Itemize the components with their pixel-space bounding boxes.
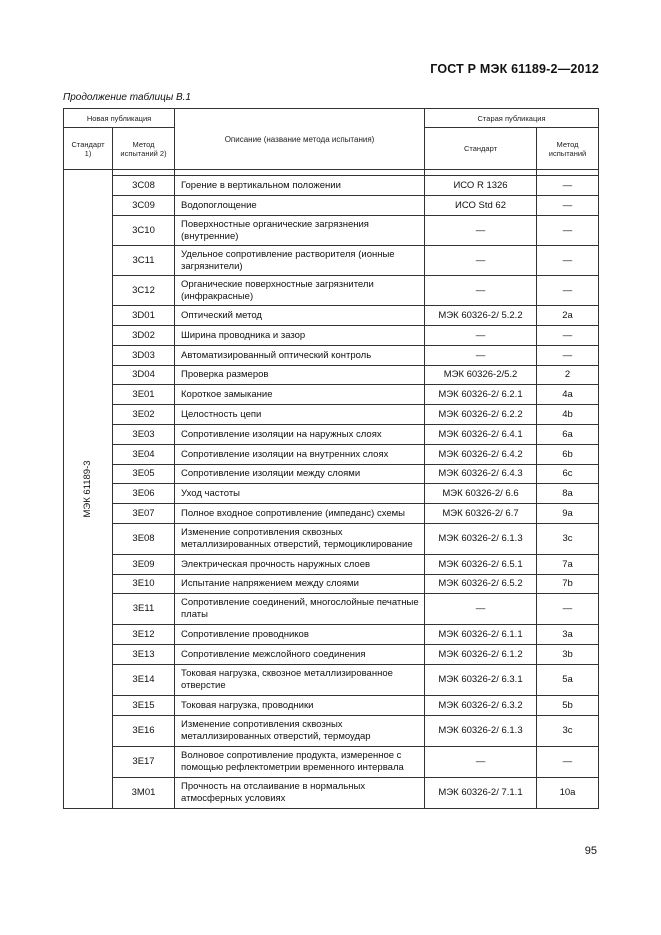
old-method-cell: 3b <box>537 645 599 665</box>
description-cell: Прочность на отслаивание в нормальных атмосферных условиях <box>175 778 425 809</box>
description-cell: Испытание напряжением между слоями <box>175 575 425 594</box>
description-cell: Волновое сопротивление продукта, измеренное с помощью рефлектометрии временного интервала <box>175 747 425 778</box>
table-row <box>64 425 599 445</box>
method-code-cell: 3Е01 <box>113 385 175 405</box>
table-row <box>64 665 599 696</box>
old-standard-cell: МЭК 60326-2/ 7.1.1 <box>425 778 537 809</box>
old-standard-cell: МЭК 60326-2/ 6.1.1 <box>425 625 537 645</box>
description-cell: Автоматизированный оптический контроль <box>175 346 425 366</box>
old-method-cell: 4а <box>537 385 599 405</box>
table-row <box>64 716 599 747</box>
method-code-cell: 3С09 <box>113 196 175 216</box>
old-standard-cell: МЭК 60326-2/ 6.4.3 <box>425 465 537 484</box>
header-old-method: Метод испытаний <box>537 128 599 170</box>
old-method-cell: 9а <box>537 504 599 524</box>
old-standard-cell: — <box>425 594 537 625</box>
table-row <box>64 747 599 778</box>
method-code-cell: 3Е09 <box>113 555 175 575</box>
old-standard-cell: МЭК 60326-2/ 6.1.2 <box>425 645 537 665</box>
table-row <box>64 246 599 276</box>
old-standard-cell: МЭК 60326-2/ 5.2.2 <box>425 306 537 326</box>
method-code-cell: 3Е15 <box>113 696 175 716</box>
old-method-cell: 4b <box>537 405 599 425</box>
description-cell: Сопротивление изоляции на наружных слоях <box>175 425 425 445</box>
description-cell: Электрическая прочность наружных слоев <box>175 555 425 575</box>
header-new-publication: Новая публикация <box>64 109 175 128</box>
old-standard-cell: МЭК 60326-2/ 6.7 <box>425 504 537 524</box>
method-code-cell: 3Е07 <box>113 504 175 524</box>
old-method-cell: — <box>537 747 599 778</box>
old-method-cell: — <box>537 196 599 216</box>
old-method-cell: — <box>537 326 599 346</box>
description-cell: Целостность цепи <box>175 405 425 425</box>
old-method-cell: 6а <box>537 425 599 445</box>
description-cell: Уход частоты <box>175 484 425 504</box>
old-standard-cell: МЭК 60326-2/ 6.1.3 <box>425 524 537 555</box>
old-standard-cell: — <box>425 747 537 778</box>
method-code-cell: 3Е14 <box>113 665 175 696</box>
old-standard-cell: ИСО R 1326 <box>425 176 537 196</box>
method-code-cell: 3Е12 <box>113 625 175 645</box>
table-row <box>64 504 599 524</box>
old-standard-cell: МЭК 60326-2/5.2 <box>425 366 537 385</box>
table-row <box>64 346 599 366</box>
header-old-standard: Стандарт <box>425 128 537 170</box>
description-cell: Проверка размеров <box>175 366 425 385</box>
table-row <box>64 778 599 809</box>
description-cell: Короткое замыкание <box>175 385 425 405</box>
method-code-cell: 3С12 <box>113 276 175 306</box>
method-code-cell: 3Е17 <box>113 747 175 778</box>
table-row <box>64 405 599 425</box>
old-method-cell: 2а <box>537 306 599 326</box>
description-cell: Сопротивление межслойного соединения <box>175 645 425 665</box>
old-standard-cell: МЭК 60326-2/ 6.5.1 <box>425 555 537 575</box>
method-code-cell: 3Е05 <box>113 465 175 484</box>
table-row <box>64 645 599 665</box>
table-row <box>64 385 599 405</box>
old-standard-cell: — <box>425 216 537 246</box>
description-cell: Токовая нагрузка, проводники <box>175 696 425 716</box>
method-code-cell: 3Е10 <box>113 575 175 594</box>
old-method-cell: 3а <box>537 625 599 645</box>
method-code-cell: 3Е13 <box>113 645 175 665</box>
old-method-cell: 7а <box>537 555 599 575</box>
old-standard-cell: МЭК 60326-2/ 6.3.1 <box>425 665 537 696</box>
table-row <box>64 366 599 385</box>
table-row <box>64 216 599 246</box>
method-code-cell: 3D02 <box>113 326 175 346</box>
old-standard-cell: МЭК 60326-2/ 6.3.2 <box>425 696 537 716</box>
description-cell: Изменение сопротивления сквозных металлизированных отверстий, термоциклирование <box>175 524 425 555</box>
description-cell: Сопротивление изоляции на внутренних слоях <box>175 445 425 465</box>
old-method-cell: 2 <box>537 366 599 385</box>
document-id: ГОСТ Р МЭК 61189-2—2012 <box>430 62 599 76</box>
description-cell: Ширина проводника и зазор <box>175 326 425 346</box>
description-cell: Оптический метод <box>175 306 425 326</box>
old-standard-cell: МЭК 60326-2/ 6.1.3 <box>425 716 537 747</box>
table-row <box>64 625 599 645</box>
page-number: 95 <box>584 845 597 857</box>
old-standard-cell: — <box>425 246 537 276</box>
old-method-cell: — <box>537 276 599 306</box>
method-code-cell: 3D04 <box>113 366 175 385</box>
description-cell: Сопротивление соединений, многослойные печатные платы <box>175 594 425 625</box>
method-code-cell: 3Е11 <box>113 594 175 625</box>
method-code-cell: 3Е08 <box>113 524 175 555</box>
method-code-cell: 3Е16 <box>113 716 175 747</box>
method-code-cell: 3D01 <box>113 306 175 326</box>
standard-group-label: МЭК 61189-3 <box>82 460 93 518</box>
table-row <box>64 176 599 196</box>
description-cell: Токовая нагрузка, сквозное металлизированное отверстие <box>175 665 425 696</box>
old-method-cell: 5а <box>537 665 599 696</box>
old-standard-cell: МЭК 60326-2/ 6.4.1 <box>425 425 537 445</box>
table-row <box>64 696 599 716</box>
old-standard-cell: МЭК 60326-2/ 6.5.2 <box>425 575 537 594</box>
method-code-cell: 3Е03 <box>113 425 175 445</box>
method-code-cell: 3М01 <box>113 778 175 809</box>
old-standard-cell: МЭК 60326-2/ 6.2.2 <box>425 405 537 425</box>
table-row <box>64 594 599 625</box>
old-method-cell: 8а <box>537 484 599 504</box>
description-cell: Сопротивление проводников <box>175 625 425 645</box>
table-row <box>64 484 599 504</box>
method-code-cell: 3Е02 <box>113 405 175 425</box>
old-method-cell: 10а <box>537 778 599 809</box>
table-row <box>64 276 599 306</box>
old-method-cell: 6b <box>537 445 599 465</box>
table-row <box>64 524 599 555</box>
description-cell: Поверхностные органические загрязнения (внутренние) <box>175 216 425 246</box>
method-code-cell: 3С08 <box>113 176 175 196</box>
table-row <box>64 196 599 216</box>
description-cell: Изменение сопротивления сквозных металлизированных отверстий, термоудар <box>175 716 425 747</box>
old-standard-cell: МЭК 60326-2/ 6.2.1 <box>425 385 537 405</box>
old-standard-cell: — <box>425 326 537 346</box>
table-row <box>64 555 599 575</box>
table-caption: Продолжение таблицы В.1 <box>63 92 191 103</box>
description-cell: Полное входное сопротивление (импеданс) схемы <box>175 504 425 524</box>
old-method-cell: — <box>537 246 599 276</box>
methods-table <box>63 108 599 809</box>
method-code-cell: 3Е04 <box>113 445 175 465</box>
method-code-cell: 3С11 <box>113 246 175 276</box>
standard-group-cell <box>64 170 113 809</box>
description-cell: Сопротивление изоляции между слоями <box>175 465 425 484</box>
description-cell: Горение в вертикальном положении <box>175 176 425 196</box>
table-row <box>64 445 599 465</box>
old-method-cell: 3с <box>537 716 599 747</box>
method-code-cell: 3С10 <box>113 216 175 246</box>
description-cell: Водопоглощение <box>175 196 425 216</box>
description-cell: Органические поверхностные загрязнители (инфракрасные) <box>175 276 425 306</box>
old-method-cell: — <box>537 346 599 366</box>
old-standard-cell: ИСО Std 62 <box>425 196 537 216</box>
table-row <box>64 306 599 326</box>
table-row <box>64 326 599 346</box>
old-method-cell: 6с <box>537 465 599 484</box>
method-code-cell: 3Е06 <box>113 484 175 504</box>
old-method-cell: 7b <box>537 575 599 594</box>
old-method-cell: — <box>537 176 599 196</box>
old-method-cell: — <box>537 594 599 625</box>
old-standard-cell: — <box>425 346 537 366</box>
old-method-cell: 5b <box>537 696 599 716</box>
header-method: Метод испытаний 2) <box>113 128 175 170</box>
old-method-cell: 3с <box>537 524 599 555</box>
old-standard-cell: МЭК 60326-2/ 6.4.2 <box>425 445 537 465</box>
header-standard: Стандарт 1) <box>64 128 113 170</box>
table-body <box>64 170 599 809</box>
method-code-cell: 3D03 <box>113 346 175 366</box>
old-method-cell: — <box>537 216 599 246</box>
old-standard-cell: — <box>425 276 537 306</box>
header-old-publication: Старая публикация <box>425 109 599 128</box>
table-row <box>64 575 599 594</box>
header-description: Описание (название метода испытания) <box>175 109 425 170</box>
table-row <box>64 465 599 484</box>
description-cell: Удельное сопротивление растворителя (ионные загрязнители) <box>175 246 425 276</box>
old-standard-cell: МЭК 60326-2/ 6.6 <box>425 484 537 504</box>
